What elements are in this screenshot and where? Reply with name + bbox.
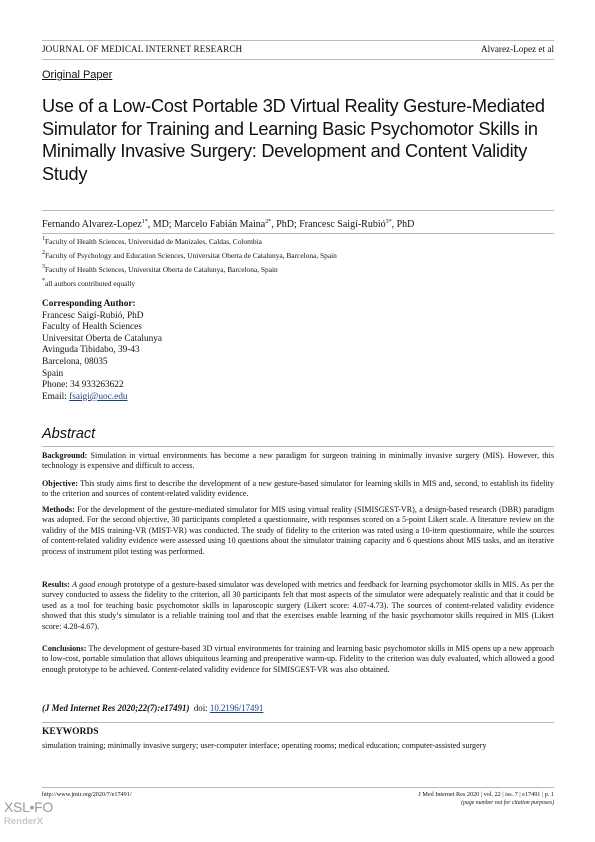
doi-label: doi: [193,703,208,713]
affiliation-text: Faculty of Psychology and Education Sciences, Universitat Oberta de Catalunya, Barcelona, Spain [45,251,337,260]
author-affiliation-mark: 2* [265,219,272,225]
affiliation-mark: 2 [42,250,45,256]
abstract-background [42,451,554,472]
conclusions-text: The development of gesture-based 3D virtual environments for training and learning basic psychomotor skills in MIS opens up a new approach to low-cost, portable simulation that allows ubiquitous learning and preoperative warm-up. Fidelity to the criterion was duly evaluated, which allowed a good enough prototype to be achieved. Content-related validity evidence for SIMISGEST-VR was also obtained. [42,644,554,674]
corresponding-line: Barcelona, 08035 [42,356,108,367]
methods-label: Methods: [42,505,75,514]
corresponding-line: Avinguda Tibidabo, 39-43 [42,345,140,356]
corresponding-line: Francesc Saigí-Rubió, PhD [42,310,144,321]
footer-note: (page number not for citation purposes) [461,800,554,806]
authors-rule [42,233,554,234]
title-rule [42,210,554,211]
affiliation-text: Faculty of Health Sciences, Universidad de Manizales, Caldas, Colombia [45,237,262,246]
results-italic-text: A good enough [72,580,122,589]
header-bottom-rule [42,59,554,60]
author-degree: , PhD; [271,219,300,230]
author-name: Francesc Saigí-Rubió [299,219,386,230]
corresponding-email-line [42,392,162,404]
footer-url: http://www.jmir.org/2020/7/e17491/ [42,791,132,798]
results-label: Results: [42,580,70,589]
affiliation-mark: 3 [42,264,45,270]
affiliation [42,237,262,246]
objective-text: This study aims first to describe the development of a new gesture-based simulator for learning skills in MIS and, second, to establish its fidelity to the criterion and sources of content-related validity evidence. [42,479,554,499]
author-name: Fernando Alvarez-Lopez [42,219,142,230]
header-top-rule [42,40,554,41]
conclusions-label: Conclusions: [42,644,87,653]
corresponding-line: Faculty of Health Sciences [42,322,142,333]
article-type: Original Paper [42,69,113,81]
corresponding-author-label: Corresponding Author: [42,299,136,309]
abstract-methods [42,505,554,557]
affiliation-text: Faculty of Health Sciences, Universitat Oberta de Catalunya, Barcelona, Spain [45,265,278,274]
affiliation-mark: 1 [42,236,45,242]
journal-name: JOURNAL OF MEDICAL INTERNET RESEARCH [42,44,243,54]
background-label: Background: [42,451,88,460]
abstract-heading: Abstract [42,426,96,442]
header-authors: Alvarez-Lopez et al [481,44,554,54]
abstract-results [42,580,554,632]
affiliation [42,251,337,260]
article-title: Use of a Low-Cost Portable 3D Virtual Reality Gesture-Mediated Simulator for Training and Learning Basic Psychomotor Skills in Minimally Invasive Surgery: Development and Content Validity Study [42,96,545,184]
footer-rule [42,787,554,788]
author-degree: , PhD [391,219,415,230]
corresponding-line: Universitat Oberta de Catalunya [42,333,163,344]
author-affiliation-mark: 1* [141,219,148,225]
doi-link[interactable]: 10.2196/17491 [209,703,264,713]
corresponding-author-block [42,299,162,403]
affiliation [42,265,278,274]
corresponding-line: Phone: 34 933263622 [42,380,124,391]
footer-citation: J Med Internet Res 2020 | vol. 22 | iss. 7 | e17491 | p. 1 [418,791,554,798]
keywords-text: simulation training; minimally invasive surgery; user-computer interface; operating rooms; medical education; computer-assisted surgery [42,741,487,750]
objective-label: Objective: [42,479,78,488]
affiliation-note [42,279,135,288]
renderx-watermark: RenderX [4,816,44,827]
email-link[interactable]: fsaigi@uoc.edu [69,391,128,402]
author-affiliation-mark: 3* [385,219,392,225]
citation-text: (J Med Internet Res 2020;22(7):e17491) [42,703,190,713]
results-text: prototype of a gesture-based simulator was developed with metrics and feedback for learning psychomotor skills in MIS. As per the survey conducted to assess the fidelity to the criterion, all 30 participants felt that most aspects of the simulator were adequately realistic and that it could be used as a tool for teaching basic psychomotor skills in laparoscopic surgery (Likert score: 4.07-4.73). The sources of content-related validity evidence showed that this study’s simulator is a reliable training tool and that the exercises enable learning of the basic psychomotor skills required in MIS (Likert score: 4.28-4.67). [42,580,555,631]
xslfo-watermark: XSL•FO [4,799,54,815]
affiliation-mark: * [42,278,45,284]
corresponding-line: Spain [42,368,64,379]
keywords-heading: KEYWORDS [42,727,99,737]
citation-line [42,703,263,713]
keywords-rule [42,722,554,723]
methods-text: For the development of the gesture-mediated simulator for MIS using virtual reality (SIMISGEST-VR), a design-based research (DBR) paradigm was adopted. For the second objective, 30 participants completed a questionnaire, with responses scored on a 5-point Likert scale. A literature review on the validity of the MIS training-VR (MIST-VR) was conducted. The study of fidelity to the criterion was rated using a 10-item questionnaire, while the sources of content-related validity evidence were assessed using 10 questions about the simulator training capacity and 6 questions about MIS tasks, and an iterative process of instrument pilot testing was performed. [42,505,554,556]
author-list [42,219,414,230]
author-name: Marcelo Fabián Maina [174,219,266,230]
abstract-objective [42,479,554,500]
affiliation-text: all authors contributed equally [45,279,136,288]
abstract-conclusions [42,644,554,675]
author-degree: , MD; [147,219,175,230]
background-text: Simulation in virtual environments has become a new paradigm for surgeon training in minimally invasive surgery (MIS). However, this technology is expensive and difficult to access. [42,451,554,471]
abstract-rule [42,446,554,447]
email-label: Email: [42,391,70,402]
